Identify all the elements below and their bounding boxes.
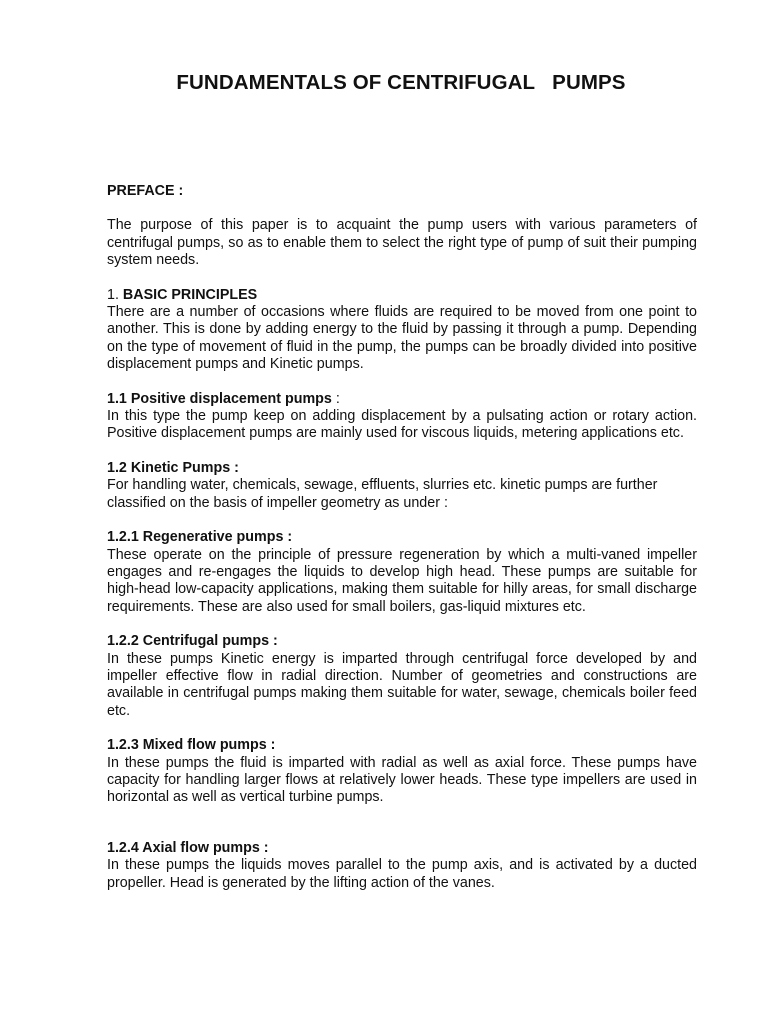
section-text: In these pumps the fluid is imparted with radial as well as axial force. These pumps have capacity for handling larger flows at relatively lower heads. These type impellers are used in horizontal as well as vertical turbine pumps. [107,754,697,806]
document-body [107,183,697,892]
section-title: 1.1 Positive displacement pumps [107,390,332,407]
section-text: In these pumps the liquids moves parallel to the pump axis, and is activated by a ducted propeller. Head is generated by the lifting action of the vanes. [107,857,697,891]
section-number: 1. [107,286,119,303]
section-title: 1.2.2 Centrifugal pumps : [107,633,278,650]
section-text: In this type the pump keep on adding displacement by a pulsating action or rotary action. Positive displacement pumps are mainly used for viscous liquids, metering applications etc. [107,408,697,442]
section-text: In these pumps Kinetic energy is imparted through centrifugal force developed by and impeller effective flow in radial direction. Number of geometries and constructions are available in centrifugal pumps making them suitable for water, sewage, chemicals boiler feed etc. [107,650,697,719]
document-title: FUNDAMENTALS OF CENTRIFUGAL PUMPS [176,71,626,94]
spacer [107,443,697,460]
section-title: 1.2.1 Regenerative pumps : [107,529,293,546]
preface-heading: PREFACE : [107,183,184,199]
section-mixed-flow-pumps [107,737,697,807]
section-text: These operate on the principle of pressure regeneration by which a multi-vaned impeller engages and re-engages the liquids to develop high head. These pumps are suitable for high-head low-capacity applications, making them suitable for hilly areas, for small discharge requirements. These are also used for small boilers, gas-liquid mixtures etc. [107,546,697,615]
section-heading [107,391,697,408]
section-title: BASIC PRINCIPLES [122,286,258,303]
preface-section [107,183,697,270]
section-title: 1.2 Kinetic Pumps : [107,459,239,476]
section-text: For handling water, chemicals, sewage, effluents, slurries etc. kinetic pumps are further classified on the basis of impeller geometry as under : [107,477,658,511]
spacer [107,374,697,391]
section-basic-principles [107,287,697,374]
spacer [107,720,697,737]
spacer [107,616,697,633]
section-centrifugal-pumps [107,633,697,720]
section-heading [107,287,697,304]
section-axial-flow-pumps [107,840,697,892]
section-title: 1.2.3 Mixed flow pumps : [107,737,276,754]
spacer [107,512,697,529]
section-title-suffix: : [331,390,340,407]
section-text: There are a number of occasions where fluids are required to be moved from one point to another. This is done by adding energy to the fluid by passing it through a pump. Depending on the type of movement of fluid in the pump, the pumps can be broadly divided into positive displacement pumps and Kinetic pumps. [107,304,697,373]
section-title: 1.2.4 Axial flow pumps : [107,839,269,856]
section-positive-displacement [107,391,697,443]
spacer [107,807,697,840]
preface-text: The purpose of this paper is to acquaint the pump users with various parameters of centrifugal pumps, so as to enable them to select the right type of pump of suit their pumping system needs. [107,217,697,269]
section-regenerative-pumps [107,529,697,616]
spacer [107,270,697,287]
section-kinetic-pumps [107,460,697,512]
